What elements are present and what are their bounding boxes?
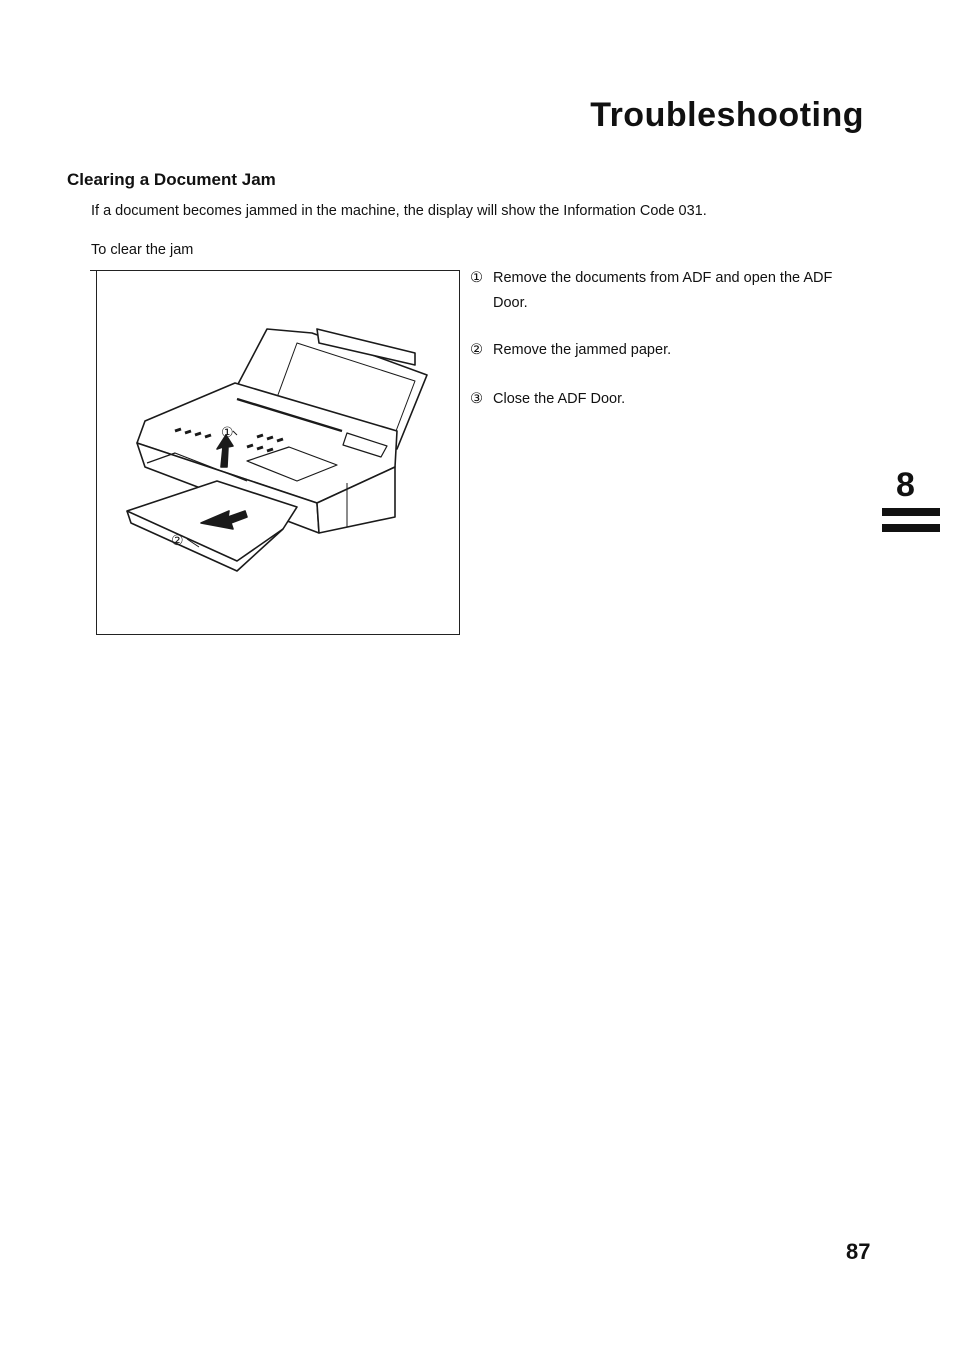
- fax-machine-drawing: [97, 271, 459, 634]
- step-number: ②: [470, 342, 483, 358]
- chapter-bar: [882, 524, 940, 532]
- page-title: Troubleshooting: [590, 96, 864, 134]
- step-number: ①: [470, 270, 483, 286]
- chapter-bar: [882, 508, 940, 516]
- fax-jam-illustration: [96, 270, 460, 635]
- section-heading: Clearing a Document Jam: [67, 170, 276, 189]
- chapter-tab-number: 8: [896, 466, 915, 504]
- step-text: Remove the jammed paper.: [493, 342, 672, 358]
- step-item: [470, 338, 860, 387]
- step-number: ③: [470, 391, 483, 407]
- page-number: 87: [846, 1239, 871, 1264]
- step-text: Close the ADF Door.: [493, 391, 626, 407]
- step-text: Remove the documents from ADF and open the ADF Door.: [493, 270, 833, 311]
- intro-paragraph: If a document becomes jammed in the machine, the display will show the Information Code 031.: [91, 203, 707, 219]
- step-list: [470, 266, 860, 412]
- step-item: [470, 266, 860, 338]
- figure-callout-2: ②: [171, 533, 184, 549]
- chapter-tab-bars: [882, 508, 940, 540]
- procedure-subhead: To clear the jam: [91, 242, 194, 258]
- figure-callout-1: ①: [221, 425, 234, 441]
- step-item: [470, 387, 860, 412]
